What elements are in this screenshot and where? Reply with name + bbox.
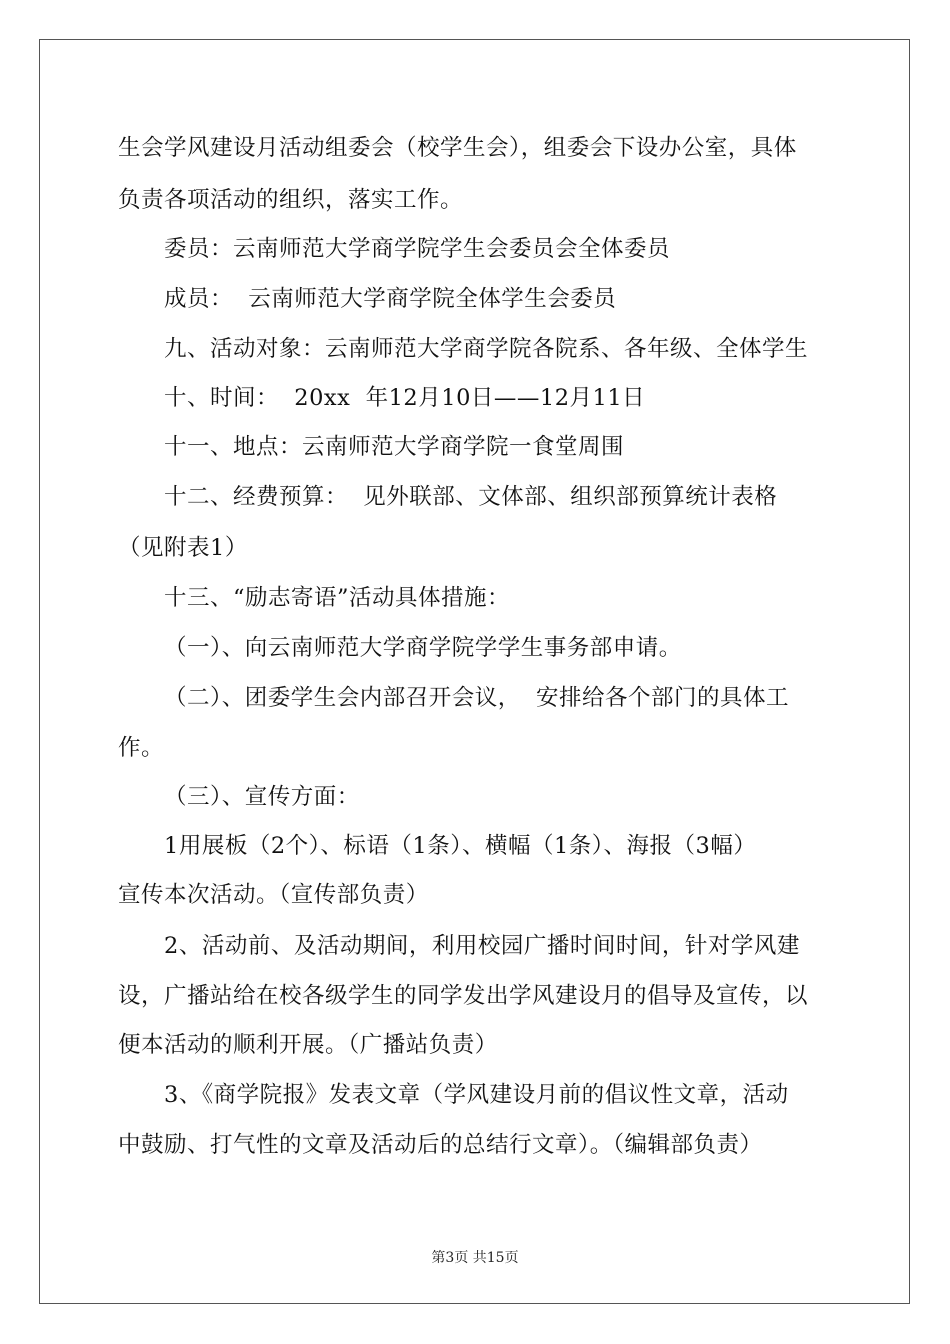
text-line: 委员：云南师范大学商学院学生会委员会全体委员 <box>164 236 671 262</box>
text-line: 1用展板（2个）、标语（1条）、横幅（1条）、海报（3幅） <box>164 833 757 859</box>
text-line: 九、活动对象：云南师范大学商学院各院系、各年级、全体学生 <box>164 336 809 362</box>
text-line: 十二、经费预算： 见外联部、文体部、组织部预算统计表格 <box>164 484 778 510</box>
text-line: 十三、“励志寄语”活动具体措施： <box>164 585 511 611</box>
text-line: 负责各项活动的组织，落实工作。 <box>118 187 464 213</box>
text-line: 3、《商学院报》发表文章（学风建设月前的倡议性文章，活动 <box>164 1082 789 1108</box>
text-line: 十一、地点：云南师范大学商学院一食堂周围 <box>164 434 625 460</box>
text-line: 便本活动的顺利开展。（广播站负责） <box>118 1032 498 1058</box>
text-line: （见附表1） <box>118 535 248 561</box>
text-line: 生会学风建设月活动组委会（校学生会），组委会下设办公室，具体 <box>118 135 797 161</box>
text-line: 设，广播站给在校各级学生的同学发出学风建设月的倡导及宣传，以 <box>118 983 809 1009</box>
text-line: 作。 <box>118 735 165 761</box>
text-line: 宣传本次活动。（宣传部负责） <box>118 882 429 908</box>
text-line: （二）、团委学生会内部召开会议， 安排给各个部门的具体工 <box>164 685 790 711</box>
page-number-footer: 第3页 共15页 <box>431 1250 519 1266</box>
text-line: （三）、宣传方面： <box>164 784 360 810</box>
text-line: 中鼓励、打气性的文章及活动后的总结行文章）。（编辑部负责） <box>118 1132 763 1158</box>
text-line: 成员： 云南师范大学商学院全体学生会委员 <box>164 286 617 312</box>
text-line: （一）、向云南师范大学商学院学学生事务部申请。 <box>164 635 682 661</box>
text-line: 十、时间： 20xx 年12月10日——12月11日 <box>164 385 646 411</box>
text-line: 2、活动前、及活动期间，利用校园广播时间时间，针对学风建 <box>164 933 800 959</box>
page-border <box>39 39 910 1304</box>
